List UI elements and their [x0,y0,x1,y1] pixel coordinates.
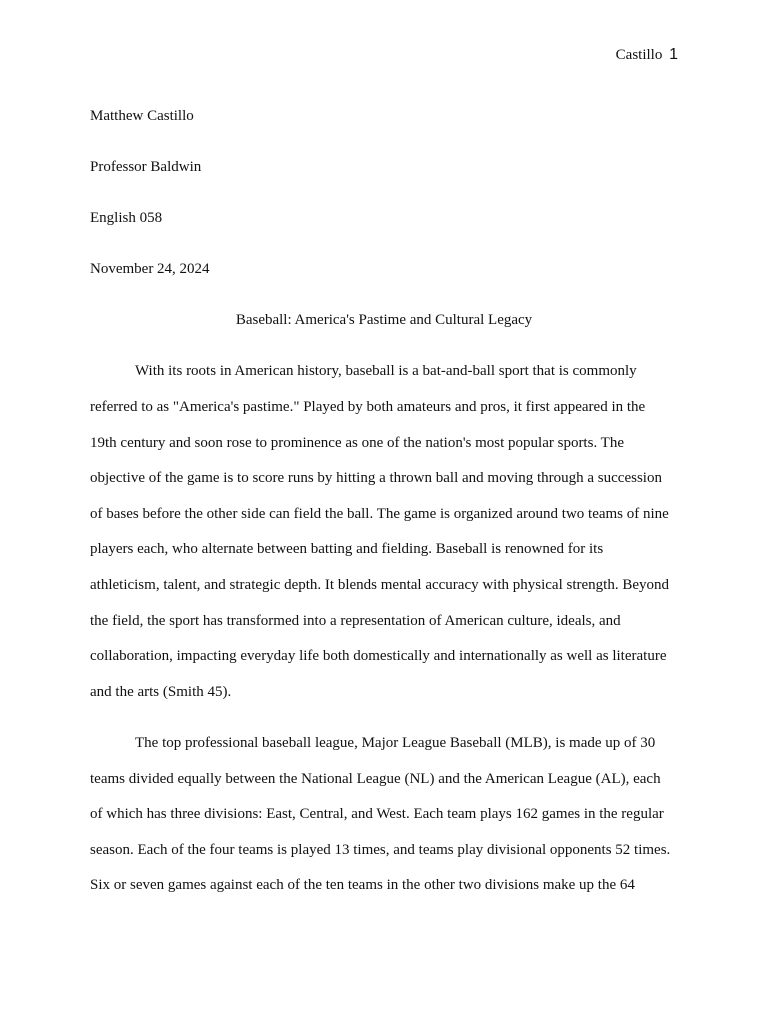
paragraph-line: 19th century and soon rose to prominence as one of the nation's most popular sports. The [90,434,624,451]
student-name: Matthew Castillo [90,108,194,124]
paragraph-line: teams divided equally between the National League (NL) and the American League (AL), each [90,770,661,787]
paragraph-line: The top professional baseball league, Major League Baseball (MLB), is made up of 30 [135,734,656,751]
paragraph-line: collaboration, impacting everyday life both domestically and internationally as well as literature [90,648,667,665]
paragraph-1 [90,354,678,710]
paragraph-line: of which has three divisions: East, Central, and West. Each team plays 162 games in the regular [90,806,664,823]
paragraph-line: objective of the game is to score runs by hitting a thrown ball and moving through a succession [90,470,662,487]
professor-name: Professor Baldwin [90,159,202,176]
header-surname: Castillo [615,47,663,63]
paragraph-line: and the arts (Smith 45). [90,683,232,700]
paragraph-line: Six or seven games against each of the ten teams in the other two divisions make up the 64 [90,877,635,894]
paragraph-2 [90,726,678,904]
paragraph-line: season. Each of the four teams is played 13 times, and teams play divisional opponents 52 times. [90,841,671,858]
running-header [616,44,678,66]
paragraph-line: of bases before the other side can field the ball. The game is organized around two teams of nine [90,505,669,522]
submission-date: November 24, 2024 [90,261,210,278]
paragraph-line: athleticism, talent, and strategic depth. It blends mental accuracy with physical strength. Beyond [90,577,669,594]
paragraph-line: With its roots in American history, baseball is a bat-and-ball sport that is commonly [135,363,637,380]
document-body [90,99,678,919]
paragraph-line: players each, who alternate between batting and fielding. Baseball is renowned for its [90,541,604,558]
course-name: English 058 [90,210,163,227]
page-number: 1 [669,46,678,63]
essay-title: Baseball: America's Pastime and Cultural Legacy [235,312,533,329]
paragraph-line: referred to as "America's pastime." Played by both amateurs and pros, it first appeared in the [90,399,646,416]
paragraph-line: the field, the sport has transformed into a representation of American culture, ideals, and [90,612,621,629]
